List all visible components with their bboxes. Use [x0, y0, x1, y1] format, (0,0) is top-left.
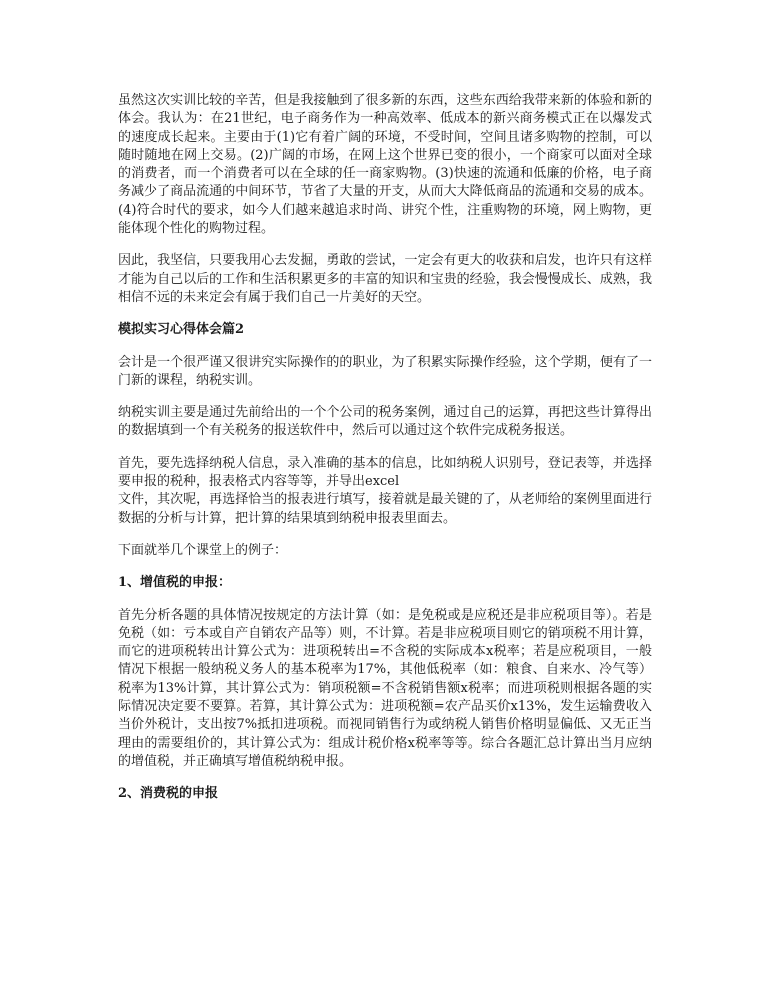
paragraph-steps: 首先，要先选择纳税人信息，录入准确的基本的信息，比如纳税人识别号，登记表等，并选择要申报的税种，报表格式内容等等，并导出excel 文件，其次呢，再选择恰当的报表进行填写，接着就是最关键的了，从老师给的案例里面进行数据的分析与计算，把计算的结果填到纳税申报表里面去。 — [118, 455, 652, 526]
section-heading-part2: 模拟实习心得体会篇2 — [118, 322, 245, 338]
paragraph-tax-training-overview: 纳税实训主要是通过先前给出的一个个公司的税务案例，通过自己的运算，再把这些计算得出的数据填到一个有关税务的报送软件中，然后可以通过这个软件完成税务报送。 — [118, 405, 652, 439]
paragraph-accounting-intro: 会计是一个很严谨又很讲究实际操作的的职业，为了积累实际操作经验，这个学期，便有了一门新的课程，纳税实训。 — [118, 354, 652, 388]
section-heading-consumption-tax: 2、消费税的申报 — [118, 786, 219, 802]
document-page — [118, 92, 652, 818]
paragraph-vat-details: 首先分析各题的具体情况按规定的方法计算（如：是免税或是应税还是非应税项目等）。若是免税（如：亏本或自产自销农产品等）则，不计算。若是非应税项目则它的销项税不用计算，而它的进项税转出计算公式为：进项税转出=不含税的实际成本x税率；若是应税项目，一般情况下根据一般纳税义务人的基本税率为17%，其他低税率（如：粮食、自来水、冷气等）税率为13%计算，其计算公式为：销项税额=不含税销售额x税率；而进项税则根据各题的实际情况决定要不要算。若算，其计算公式为：进项税额=农产品买价x13%，发生运输费收入当价外税计，支出按7%抵扣进项税。而视同销售行为或纳税人销售价格明显偏低、又无正当理由的需要组价的，其计算公式为：组成计税价格x税率等等。综合各题汇总计算出当月应纳的增值税，并正确填写增值税纳税申报。 — [118, 607, 652, 769]
section-heading-vat: 1、增值税的申报： — [118, 575, 232, 591]
paragraph-examples-intro: 下面就举几个课堂上的例子： — [118, 542, 288, 558]
paragraph-ecommerce-reflection: 虽然这次实训比较的辛苦，但是我接触到了很多新的东西，这些东西给我带来新的体验和新的体会。我认为：在21世纪，电子商务作为一种高效率、低成本的新兴商务模式正在以爆发式的速度成长起来。主要由于(1)它有着广阔的环境，不受时间，空间且诸多购物的控制，可以随时随地在网上交易。(2)广阔的市场，在网上这个世界已变的很小，一个商家可以面对全球的消费者，而一个消费者可以在全球的任一商家购物。(3)快速的流通和低廉的价格，电子商务减少了商品流通的中间环节，节省了大量的开支，从而大大降低商品的流通和交易的成本。(4)符合时代的要求，如今人们越来越追求时尚、讲究个性，注重购物的环境，网上购物，更能体现个性化的购物过程。 — [118, 93, 652, 237]
paragraph-conclusion: 因此，我坚信，只要我用心去发掘，勇敢的尝试，一定会有更大的收获和启发，也许只有这样才能为自己以后的工作和生活积累更多的丰富的知识和宝贵的经验，我会慢慢成长、成熟，我相信不远的未来定会有属于我们自己一片美好的天空。 — [118, 253, 652, 305]
